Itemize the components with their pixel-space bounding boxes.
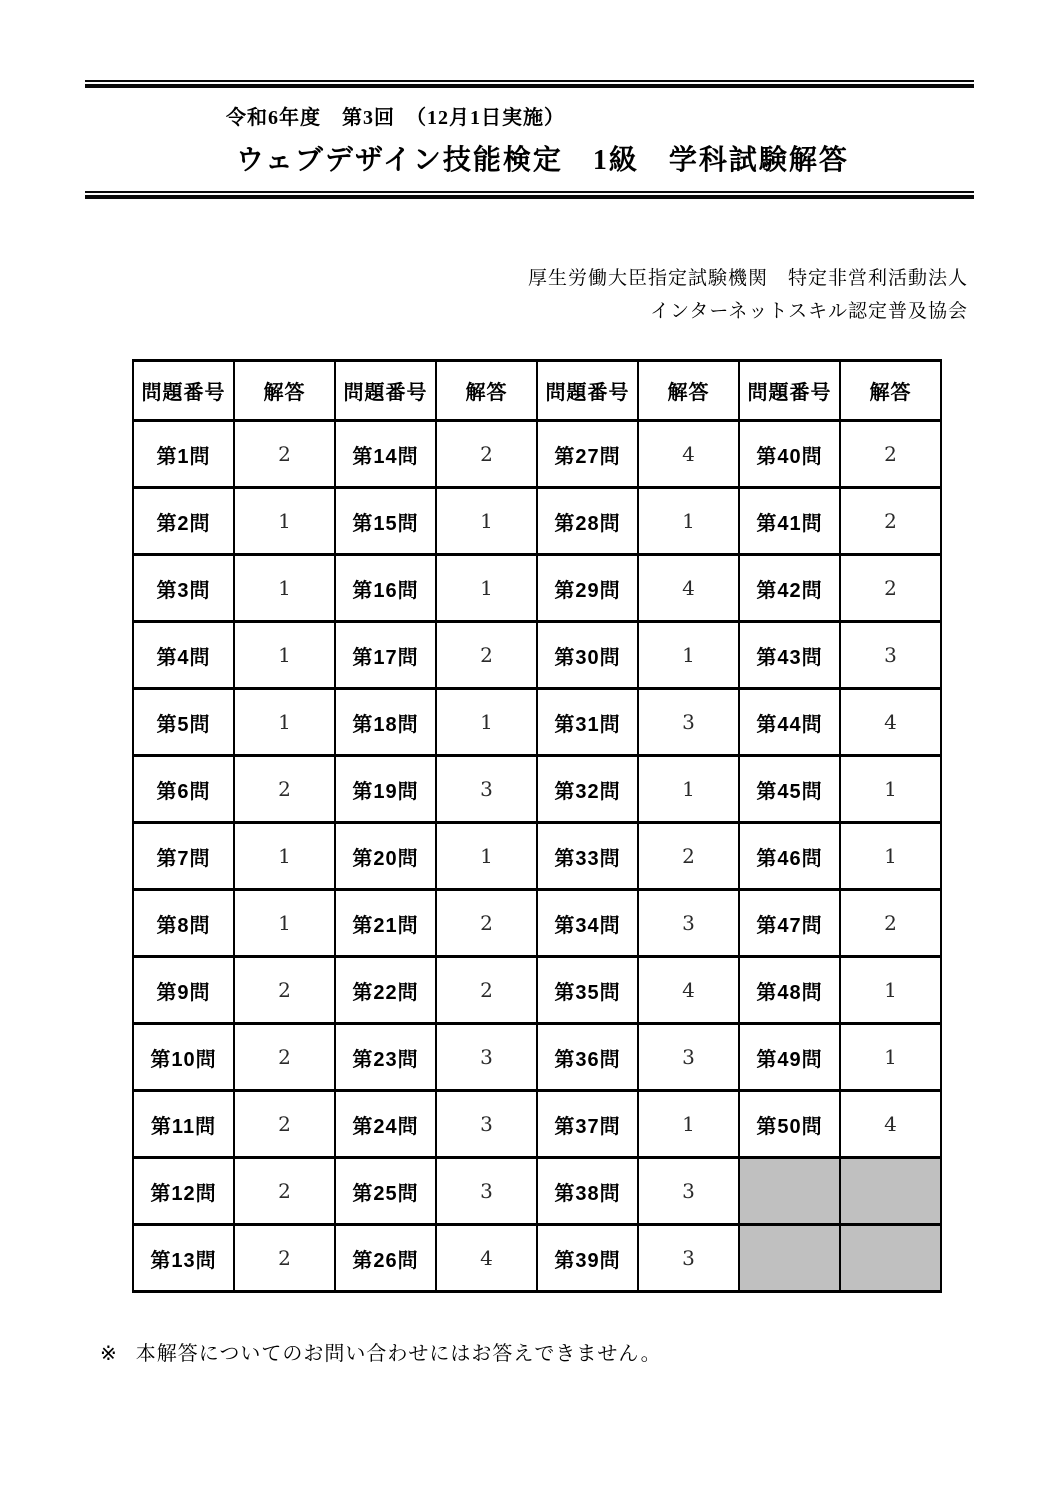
question-number-cell: 第2問 bbox=[133, 488, 234, 555]
answer-value-cell: 1 bbox=[436, 555, 537, 622]
issuing-organization bbox=[528, 262, 968, 328]
answer-value-cell: 2 bbox=[234, 1024, 335, 1091]
question-number-cell: 第17問 bbox=[335, 622, 436, 689]
question-number-cell: 第45問 bbox=[739, 756, 840, 823]
question-number-cell: 第8問 bbox=[133, 890, 234, 957]
column-header: 問題番号 bbox=[133, 361, 234, 421]
question-number-cell: 第22問 bbox=[335, 957, 436, 1024]
question-number-cell: 第12問 bbox=[133, 1158, 234, 1225]
answer-value-cell: 2 bbox=[840, 555, 941, 622]
answer-value-cell: 1 bbox=[234, 622, 335, 689]
question-number-cell: 第31問 bbox=[537, 689, 638, 756]
question-number-cell: 第3問 bbox=[133, 555, 234, 622]
table-row bbox=[133, 823, 941, 890]
question-number-cell: 第24問 bbox=[335, 1091, 436, 1158]
answer-value-cell: 1 bbox=[436, 488, 537, 555]
answer-value-cell: 2 bbox=[234, 1225, 335, 1292]
answer-value-cell: 1 bbox=[840, 823, 941, 890]
question-number-cell: 第33問 bbox=[537, 823, 638, 890]
table-row bbox=[133, 1158, 941, 1225]
answer-table-body bbox=[133, 421, 941, 1292]
disclaimer-note bbox=[100, 1337, 662, 1366]
table-row bbox=[133, 555, 941, 622]
question-number-cell: 第15問 bbox=[335, 488, 436, 555]
table-row bbox=[133, 1225, 941, 1292]
question-number-cell: 第43問 bbox=[739, 622, 840, 689]
answer-value-cell: 2 bbox=[436, 421, 537, 488]
answer-value-cell: 2 bbox=[840, 488, 941, 555]
question-number-cell: 第29問 bbox=[537, 555, 638, 622]
empty-cell bbox=[739, 1225, 840, 1292]
answer-value-cell: 3 bbox=[840, 622, 941, 689]
organization-line-2: インターネットスキル認定普及協会 bbox=[650, 301, 968, 322]
answer-value-cell: 2 bbox=[234, 421, 335, 488]
answer-value-cell: 4 bbox=[638, 957, 739, 1024]
answer-value-cell: 1 bbox=[436, 689, 537, 756]
column-header: 問題番号 bbox=[335, 361, 436, 421]
answer-value-cell: 3 bbox=[638, 890, 739, 957]
table-row bbox=[133, 1024, 941, 1091]
column-header: 解答 bbox=[436, 361, 537, 421]
question-number-cell: 第6問 bbox=[133, 756, 234, 823]
answer-value-cell: 3 bbox=[638, 1158, 739, 1225]
answer-value-cell: 3 bbox=[436, 1158, 537, 1225]
question-number-cell: 第10問 bbox=[133, 1024, 234, 1091]
question-number-cell: 第7問 bbox=[133, 823, 234, 890]
question-number-cell: 第46問 bbox=[739, 823, 840, 890]
question-number-cell: 第44問 bbox=[739, 689, 840, 756]
answer-value-cell: 4 bbox=[840, 689, 941, 756]
answer-value-cell: 2 bbox=[234, 957, 335, 1024]
page-title: ウェブデザイン技能検定 1級 学科試験解答 bbox=[236, 145, 849, 176]
question-number-cell: 第37問 bbox=[537, 1091, 638, 1158]
question-number-cell: 第14問 bbox=[335, 421, 436, 488]
answer-value-cell: 1 bbox=[840, 957, 941, 1024]
question-number-cell: 第41問 bbox=[739, 488, 840, 555]
empty-cell bbox=[840, 1158, 941, 1225]
question-number-cell: 第16問 bbox=[335, 555, 436, 622]
answer-value-cell: 1 bbox=[234, 488, 335, 555]
answer-value-cell: 2 bbox=[638, 823, 739, 890]
answer-value-cell: 2 bbox=[234, 756, 335, 823]
question-number-cell: 第13問 bbox=[133, 1225, 234, 1292]
column-header: 問題番号 bbox=[537, 361, 638, 421]
question-number-cell: 第26問 bbox=[335, 1225, 436, 1292]
answer-value-cell: 3 bbox=[638, 689, 739, 756]
question-number-cell: 第18問 bbox=[335, 689, 436, 756]
answer-value-cell: 1 bbox=[234, 823, 335, 890]
note-marker: ※ bbox=[100, 1343, 118, 1365]
question-number-cell: 第4問 bbox=[133, 622, 234, 689]
question-number-cell: 第50問 bbox=[739, 1091, 840, 1158]
column-header: 問題番号 bbox=[739, 361, 840, 421]
question-number-cell: 第9問 bbox=[133, 957, 234, 1024]
question-number-cell: 第19問 bbox=[335, 756, 436, 823]
answer-value-cell: 2 bbox=[840, 890, 941, 957]
empty-cell bbox=[840, 1225, 941, 1292]
answer-value-cell: 3 bbox=[436, 756, 537, 823]
answer-value-cell: 1 bbox=[436, 823, 537, 890]
question-number-cell: 第21問 bbox=[335, 890, 436, 957]
rule-thick-line bbox=[85, 195, 974, 199]
answer-table bbox=[132, 359, 942, 1293]
answer-value-cell: 1 bbox=[638, 622, 739, 689]
answer-value-cell: 2 bbox=[234, 1091, 335, 1158]
answer-value-cell: 2 bbox=[840, 421, 941, 488]
header-bottom-rule bbox=[85, 191, 974, 199]
answer-value-cell: 1 bbox=[638, 1091, 739, 1158]
table-row bbox=[133, 957, 941, 1024]
question-number-cell: 第25問 bbox=[335, 1158, 436, 1225]
answer-value-cell: 3 bbox=[436, 1024, 537, 1091]
answer-value-cell: 2 bbox=[436, 622, 537, 689]
question-number-cell: 第39問 bbox=[537, 1225, 638, 1292]
table-row bbox=[133, 890, 941, 957]
answer-value-cell: 3 bbox=[436, 1091, 537, 1158]
question-number-cell: 第20問 bbox=[335, 823, 436, 890]
question-number-cell: 第1問 bbox=[133, 421, 234, 488]
question-number-cell: 第27問 bbox=[537, 421, 638, 488]
answer-value-cell: 2 bbox=[436, 890, 537, 957]
answer-value-cell: 2 bbox=[436, 957, 537, 1024]
answer-value-cell: 3 bbox=[638, 1024, 739, 1091]
table-row bbox=[133, 622, 941, 689]
column-header: 解答 bbox=[840, 361, 941, 421]
question-number-cell: 第32問 bbox=[537, 756, 638, 823]
note-text: 本解答についてのお問い合わせにはお答えできません。 bbox=[135, 1343, 662, 1365]
question-number-cell: 第48問 bbox=[739, 957, 840, 1024]
table-row bbox=[133, 689, 941, 756]
answer-table-header-row bbox=[133, 361, 941, 421]
answer-value-cell: 1 bbox=[234, 555, 335, 622]
header-top-rule bbox=[85, 80, 974, 88]
answer-value-cell: 1 bbox=[840, 756, 941, 823]
question-number-cell: 第11問 bbox=[133, 1091, 234, 1158]
answer-value-cell: 1 bbox=[638, 756, 739, 823]
question-number-cell: 第34問 bbox=[537, 890, 638, 957]
answer-value-cell: 1 bbox=[234, 689, 335, 756]
table-row bbox=[133, 421, 941, 488]
answer-value-cell: 4 bbox=[638, 555, 739, 622]
answer-value-cell: 1 bbox=[840, 1024, 941, 1091]
organization-line-1: 厚生労働大臣指定試験機関 特定非営利活動法人 bbox=[527, 268, 968, 289]
answer-value-cell: 3 bbox=[638, 1225, 739, 1292]
question-number-cell: 第30問 bbox=[537, 622, 638, 689]
question-number-cell: 第49問 bbox=[739, 1024, 840, 1091]
answer-value-cell: 1 bbox=[638, 488, 739, 555]
answer-value-cell: 2 bbox=[234, 1158, 335, 1225]
table-row bbox=[133, 488, 941, 555]
exam-session-line: 令和6年度 第3回 （12月1日実施） bbox=[226, 107, 565, 129]
answer-value-cell: 4 bbox=[638, 421, 739, 488]
table-row bbox=[133, 1091, 941, 1158]
column-header: 解答 bbox=[638, 361, 739, 421]
answer-value-cell: 1 bbox=[234, 890, 335, 957]
question-number-cell: 第5問 bbox=[133, 689, 234, 756]
question-number-cell: 第40問 bbox=[739, 421, 840, 488]
answer-value-cell: 4 bbox=[840, 1091, 941, 1158]
answer-value-cell: 4 bbox=[436, 1225, 537, 1292]
empty-cell bbox=[739, 1158, 840, 1225]
question-number-cell: 第36問 bbox=[537, 1024, 638, 1091]
question-number-cell: 第38問 bbox=[537, 1158, 638, 1225]
table-row bbox=[133, 756, 941, 823]
question-number-cell: 第42問 bbox=[739, 555, 840, 622]
question-number-cell: 第23問 bbox=[335, 1024, 436, 1091]
question-number-cell: 第47問 bbox=[739, 890, 840, 957]
question-number-cell: 第35問 bbox=[537, 957, 638, 1024]
column-header: 解答 bbox=[234, 361, 335, 421]
question-number-cell: 第28問 bbox=[537, 488, 638, 555]
rule-thick-line bbox=[85, 84, 974, 88]
